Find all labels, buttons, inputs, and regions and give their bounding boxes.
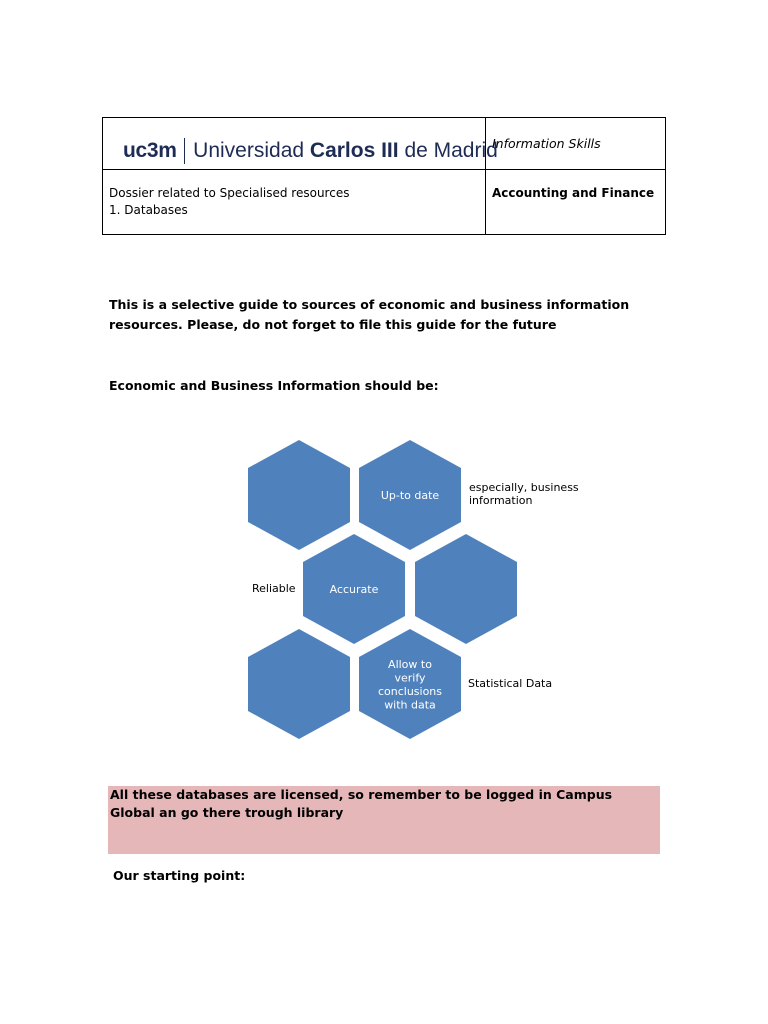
starting-point-heading: Our starting point: <box>113 868 246 883</box>
logo-name-tail: de Madrid <box>398 139 498 162</box>
dossier-title: Dossier related to Specialised resources <box>109 186 350 200</box>
uptodate-note-line1: especially, business <box>469 481 579 494</box>
hexagon-label: with data <box>384 698 436 712</box>
logo-mark: uc3m <box>123 139 177 162</box>
course-title: Information Skills <box>492 136 601 151</box>
logo-name-regular: Universidad <box>193 139 310 162</box>
hexagon-5 <box>248 629 350 739</box>
hexagon-2 <box>359 440 461 550</box>
subject-title: Accounting and Finance <box>492 186 655 200</box>
license-notice-text: All these databases are licensed, so remember to be logged in Campus Global an go there trough library <box>110 787 613 820</box>
dossier-section: 1. Databases <box>109 203 188 217</box>
license-notice <box>108 786 660 854</box>
hexagon-4 <box>415 534 517 644</box>
statistical-data-label: Statistical Data <box>468 677 553 690</box>
hexagon-shape <box>248 629 350 739</box>
hexagon-shape <box>415 534 517 644</box>
hexagon-6 <box>359 629 461 739</box>
logo-name-bold: Carlos III <box>309 139 399 162</box>
hexagon-label: Allow to <box>388 657 432 671</box>
hexagon-label: conclusions <box>377 684 443 698</box>
reliable-label: Reliable <box>252 582 296 595</box>
intro-paragraph: This is a selective guide to sources of economic and business information resources. Please, do not forget to file this guide for the future <box>109 297 630 332</box>
uptodate-note <box>469 482 579 507</box>
hexagon-label: Accurate <box>329 583 379 596</box>
hexagon-shape <box>248 440 350 550</box>
intro-heading: Economic and Business Information should be: <box>109 378 439 393</box>
hexagon-1 <box>248 440 350 550</box>
hexagon-label: verify <box>394 671 426 685</box>
hexagon-label: Up-to date <box>380 489 440 502</box>
uptodate-note-line2: information <box>469 493 533 507</box>
hexagon-3 <box>303 534 405 644</box>
